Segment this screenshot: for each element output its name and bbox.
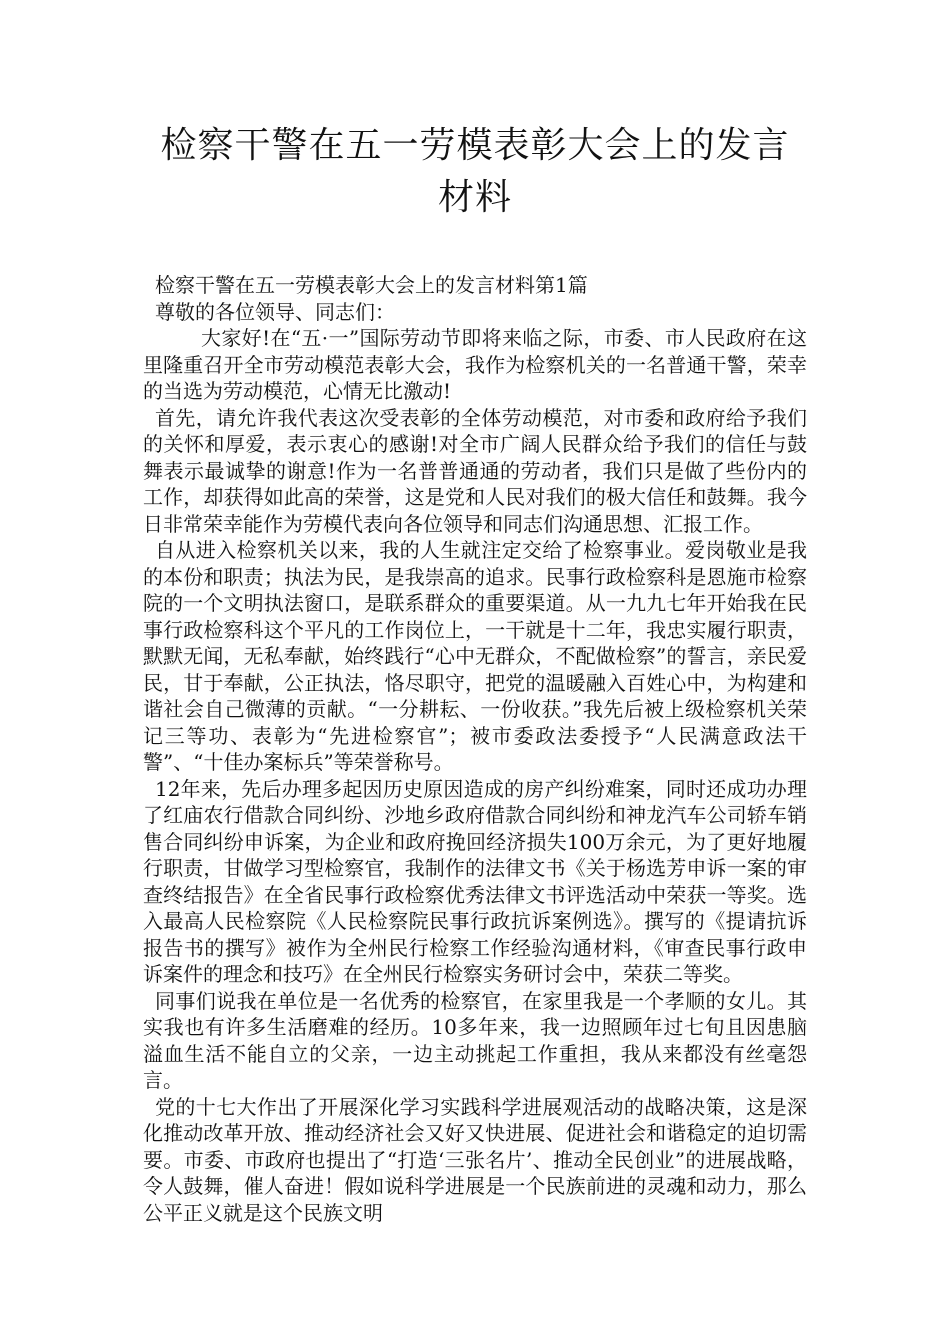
- document-page: [143, 120, 807, 1226]
- paragraph-1: 大家好!在“五·一”国际劳动节即将来临之际，市委、市人民政府在这里隆重召开全市劳动模范表彰大会，我作为检察机关的一名普通干警，荣幸的当选为劳动模范，心情无比激动!: [143, 326, 807, 403]
- salutation: 尊敬的各位领导、同志们：: [155, 299, 395, 324]
- paragraph-3: 自从进入检察机关以来，我的人生就注定交给了检察事业。爱岗敬业是我的本份和职责；执法为民，是我崇高的追求。民事行政检察科是恩施市检察院的一个文明执法窗口，是联系群众的重要渠道。从一九九七年开始我在民事行政检察科这个平凡的工作岗位上，一干就是十二年，我忠实履行职责，默默无闻，无私奉献，始终践行“心中无群众，不配做检察”的誓言，亲民爱民，甘于奉献，公正执法，恪尽职守，把党的温暖融入百姓心中，为构建和谐社会自己微薄的贡献。“一分耕耘、一份收获。”我先后被上级检察机关荣记三等功、表彰为“先进检察官”；被市委政法委授予“人民满意政法干警”、“十佳办案标兵”等荣誉称号。: [143, 538, 807, 774]
- paragraph-6: 党的十七大作出了开展深化学习实践科学进展观活动的战略决策，这是深化推动改革开放、推动经济社会又好又快进展、促进社会和谐稳定的迫切需要。市委、市政府也提出了“打造‘三张名片’、推动全民创业”的进展战略，令人鼓舞，催人奋进！假如说科学进展是一个民族前进的灵魂和动力，那么公平正义就是这个民族文明: [143, 1094, 807, 1225]
- document-body: [143, 272, 807, 1226]
- document-title: 检察干警在五一劳模表彰大会上的发言材料: [160, 125, 790, 218]
- paragraph-2: 首先，请允许我代表这次受表彰的全体劳动模范，对市委和政府给予我们的关怀和厚爱，表示衷心的感谢!对全市广阔人民群众给予我们的信任与鼓舞表示最诚挚的谢意!作为一名普普通通的劳动者，我们只是做了些份内的工作，却获得如此高的荣誉，这是党和人民对我们的极大信任和鼓舞。我今日非常荣幸能作为劳模代表向各位领导和同志们沟通思想、汇报工作。: [143, 405, 807, 536]
- section-heading: 检察干警在五一劳模表彰大会上的发言材料第1篇: [155, 273, 588, 297]
- paragraph-4: 12年来，先后办理多起因历史原因造成的房产纠纷难案，同时还成功办理了红庙农行借款合同纠纷、沙地乡政府借款合同纠纷和神龙汽车公司轿车销售合同纠纷申诉案，为企业和政府挽回经济损失100万余元，为了更好地履行职责，甘做学习型检察官，我制作的法律文书《关于杨选芳申诉一案的审查终结报告》在全省民事行政检察优秀法律文书评选活动中荣获一等奖。选入最高人民检察院《人民检察院民事行政抗诉案例选》。撰写的《提请抗诉报告书的撰写》被作为全州民行检察工作经验沟通材料，《审查民事行政申诉案件的理念和技巧》在全州民行检察实务研讨会中，荣获二等奖。: [143, 776, 807, 986]
- paragraph-5: 同事们说我在单位是一名优秀的检察官，在家里我是一个孝顺的女儿。其实我也有许多生活磨难的经历。10多年来，我一边照顾年过七旬且因患脑溢血生活不能自立的父亲，一边主动挑起工作重担，我从来都没有丝毫怨言。: [143, 988, 807, 1092]
